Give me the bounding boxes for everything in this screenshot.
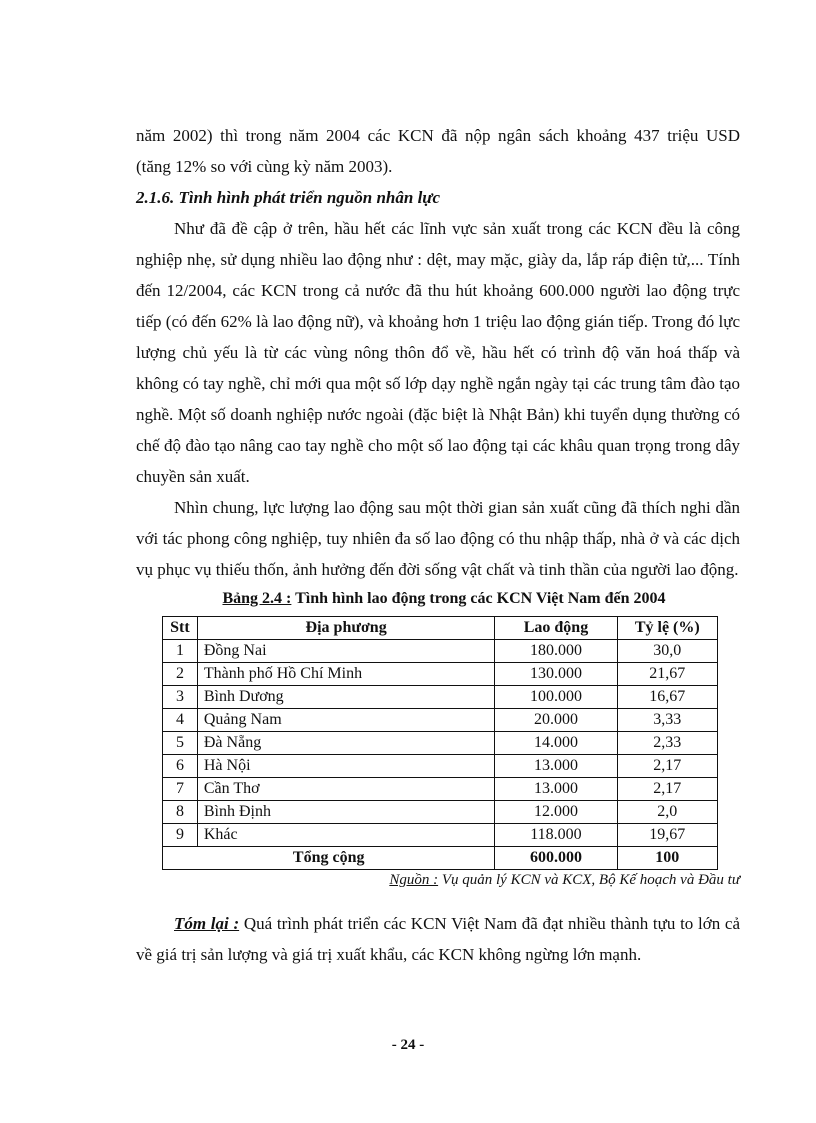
row-stt: 4 [163, 709, 198, 732]
row-place: Đồng Nai [197, 640, 495, 663]
table-row [163, 709, 718, 732]
header-place: Địa phương [197, 617, 495, 640]
row-pct: 16,67 [617, 686, 717, 709]
row-place: Đà Nẵng [197, 732, 495, 755]
row-stt: 6 [163, 755, 198, 778]
header-stt: Stt [163, 617, 198, 640]
total-labor: 600.000 [495, 847, 617, 870]
labor-table [162, 616, 718, 870]
row-pct: 21,67 [617, 663, 717, 686]
row-labor: 12.000 [495, 801, 617, 824]
row-place: Quảng Nam [197, 709, 495, 732]
table-caption [148, 588, 740, 610]
table-row [163, 686, 718, 709]
row-place: Bình Dương [197, 686, 495, 709]
total-pct: 100 [617, 847, 717, 870]
source-text: Vụ quản lý KCN và KCX, Bộ Kế hoạch và Đầu tư [438, 872, 740, 888]
row-pct: 3,33 [617, 709, 717, 732]
row-labor: 180.000 [495, 640, 617, 663]
general-paragraph: Nhìn chung, lực lượng lao động sau một thời gian sản xuất cũng đã thích nghi dần với tác phong công nghiệp, tuy nhiên đa số lao động có thu nhập thấp, nhà ở và các dịch vụ phục vụ thiếu thốn, ảnh hưởng đến đời sống vật chất và tinh thần của người lao động. [136, 498, 740, 579]
row-stt: 9 [163, 824, 198, 847]
row-stt: 8 [163, 801, 198, 824]
table-row [163, 801, 718, 824]
total-label: Tổng cộng [163, 847, 495, 870]
header-labor: Lao động [495, 617, 617, 640]
row-labor: 20.000 [495, 709, 617, 732]
row-place: Khác [197, 824, 495, 847]
row-pct: 19,67 [617, 824, 717, 847]
row-labor: 100.000 [495, 686, 617, 709]
table-source [136, 870, 740, 890]
row-pct: 2,17 [617, 778, 717, 801]
section-heading: 2.1.6. Tình hình phát triển nguồn nhân lực [136, 188, 441, 207]
table-caption-text: Tình hình lao động trong các KCN Việt Nam đến 2004 [291, 590, 666, 607]
header-pct: Tỷ lệ (%) [617, 617, 717, 640]
row-pct: 2,17 [617, 755, 717, 778]
table-row [163, 755, 718, 778]
intro-line-1: năm 2002) thì trong năm 2004 các KCN đã nộp ngân sách khoảng 437 triệu USD [136, 126, 740, 145]
row-stt: 2 [163, 663, 198, 686]
row-place: Hà Nội [197, 755, 495, 778]
table-total-row [163, 847, 718, 870]
page-number: - 24 - [391, 1037, 425, 1053]
table-row [163, 663, 718, 686]
summary-text: Quá trình phát triển các KCN Việt Nam đã đạt nhiều thành tựu to lớn cả về giá trị sản lượng và giá trị xuất khẩu, các KCN không ngừng lớn mạnh. [136, 914, 741, 964]
row-labor: 130.000 [495, 663, 617, 686]
row-stt: 3 [163, 686, 198, 709]
row-stt: 7 [163, 778, 198, 801]
row-place: Thành phố Hồ Chí Minh [197, 663, 495, 686]
labor-paragraph: Như đã đề cập ở trên, hầu hết các lĩnh vực sản xuất trong các KCN đều là công nghiệp nhẹ, sử dụng nhiều lao động như : dệt, may mặc, giày da, lắp ráp điện tử,... Tính đến 12/2004, các KCN trong cả nước đã thu hút khoảng 600.000 người lao động trực tiếp (có đến 62% là lao động nữ), và khoảng hơn 1 triệu lao động gián tiếp. Trong đó lực lượng chủ yếu là từ các vùng nông thôn đổ về, hầu hết có trình độ văn hoá thấp và không có tay nghề, chỉ mới qua một số lớp dạy nghề ngắn ngày tại các trung tâm đào tạo nghề. Một số doanh nghiệp nước ngoài (đặc biệt là Nhật Bản) khi tuyển dụng thường có chế độ đào tạo nâng cao tay nghề cho một số lao động tại các khâu quan trọng trong dây chuyền sản xuất. [136, 219, 740, 486]
source-label: Nguồn : [389, 872, 439, 888]
row-stt: 1 [163, 640, 198, 663]
row-place: Cần Thơ [197, 778, 495, 801]
page-content [136, 120, 740, 970]
row-labor: 14.000 [495, 732, 617, 755]
row-labor: 13.000 [495, 755, 617, 778]
summary-paragraph [136, 908, 740, 970]
row-pct: 2,0 [617, 801, 717, 824]
table-caption-label: Bảng 2.4 : [222, 590, 292, 607]
table-row [163, 640, 718, 663]
summary-label: Tóm lại : [174, 914, 240, 933]
table-header-row [163, 617, 718, 640]
table-row [163, 732, 718, 755]
table-row [163, 824, 718, 847]
row-place: Bình Định [197, 801, 495, 824]
row-labor: 13.000 [495, 778, 617, 801]
row-pct: 2,33 [617, 732, 717, 755]
row-stt: 5 [163, 732, 198, 755]
row-pct: 30,0 [617, 640, 717, 663]
row-labor: 118.000 [495, 824, 617, 847]
intro-line-2: (tăng 12% so với cùng kỳ năm 2003). [136, 157, 393, 176]
table-row [163, 778, 718, 801]
